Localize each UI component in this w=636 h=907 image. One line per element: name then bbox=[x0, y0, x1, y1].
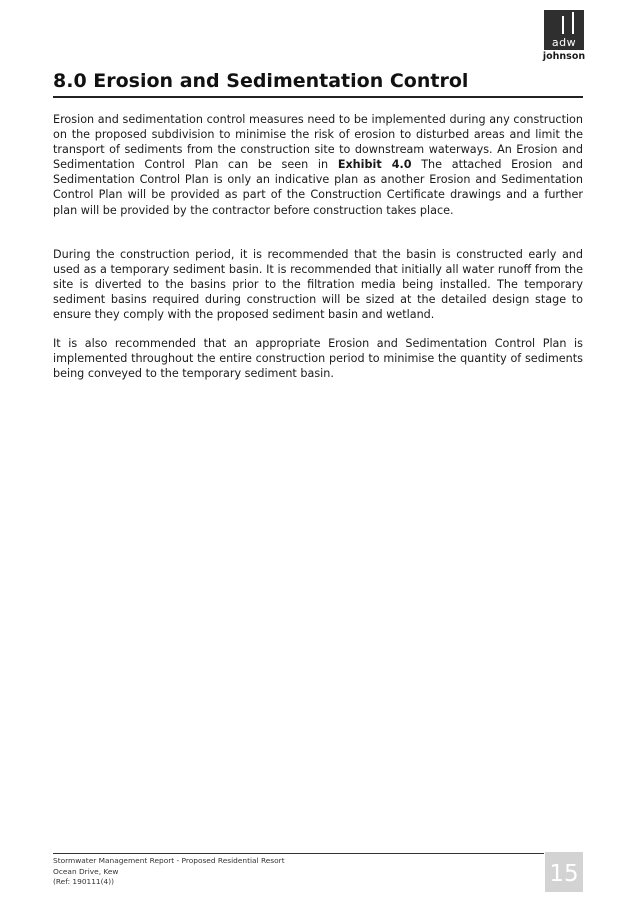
logo-wordmark: johnson bbox=[542, 51, 586, 62]
company-logo bbox=[540, 10, 588, 62]
paragraph-1-text: Erosion and sedimentation control measures need to be implemented during any construction on the proposed subdivision to minimise the risk of erosion to disturbed areas and limit the transport of sediments from the construction site to downstream waterways. An Erosion and Sedimentation Control Plan can be seen in bbox=[53, 113, 583, 172]
section-heading: 8.0 Erosion and Sedimentation Control bbox=[53, 70, 469, 92]
heading-underline bbox=[53, 96, 583, 98]
logo-bar bbox=[562, 16, 564, 34]
footer-divider bbox=[53, 853, 544, 854]
page-number: 15 bbox=[545, 852, 583, 892]
footer bbox=[53, 856, 533, 888]
logo-bar bbox=[572, 12, 574, 34]
footer-reference: (Ref: 190111(4)) bbox=[53, 877, 114, 886]
paragraph-1 bbox=[53, 112, 583, 218]
logo-letters: adw bbox=[551, 36, 577, 49]
paragraph-2: During the construction period, it is recommended that the basin is constructed early and used as a temporary sediment basin. It is recommended that initially all water runoff from the site is diverted to the basins prior to the filtration media being installed. The temporary sediment basins required during construction will be sized at the detailed design stage to ensure they comply with the proposed sediment basin and wetland. bbox=[53, 248, 583, 322]
exhibit-reference: Exhibit 4.0 bbox=[337, 158, 412, 172]
paragraph-1-text-cont: The attached Erosion and Sedimentation Control Plan is only an indicative plan as another Erosion and Sedimentation Control Plan will be provided as part of the Construction Certificate drawings and a further plan will be provided by the contractor before construction takes place. bbox=[53, 158, 583, 217]
footer-report-title: Stormwater Management Report - Proposed Residential Resort bbox=[53, 856, 285, 865]
footer-location: Ocean Drive, Kew bbox=[53, 866, 119, 876]
paragraph-3: It is also recommended that an appropriate Erosion and Sedimentation Control Plan is implemented throughout the entire construction period to minimise the quantity of sediments being conveyed to the temporary sediment basin. bbox=[53, 337, 583, 381]
